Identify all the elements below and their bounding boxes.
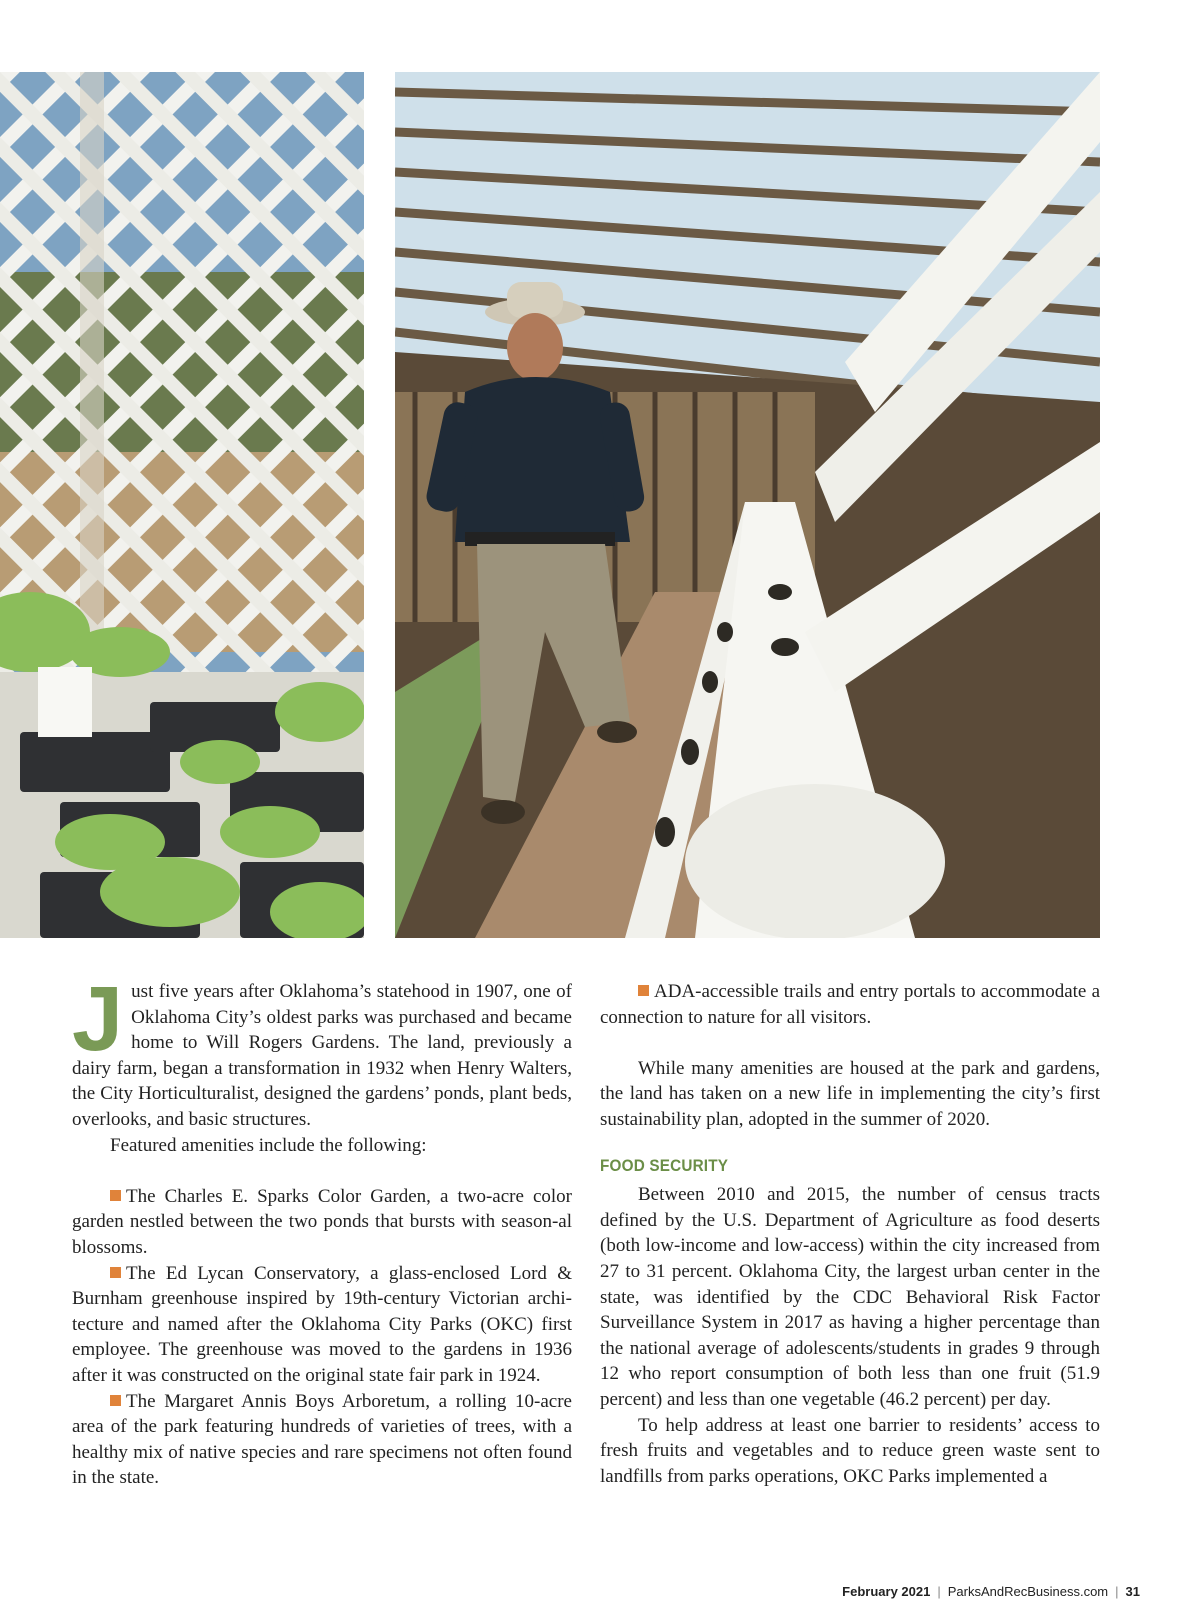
bullet-text: The Ed Lycan Conservatory, a glass-enclosed Lord & Burnham greenhouse inspired by 19th-century Victorian archi-tecture and named after the Oklahoma City Parks (OKC) first employee. The greenhouse was moved to the gardens in 1936 after it was constructed on the original state fair park in 1924. xyxy=(72,1262,572,1386)
photo-lattice-seedlings xyxy=(0,72,364,938)
food-security-paragraph: Between 2010 and 2015, the number of census tracts defined by the U.S. Department of Agriculture as food deserts (both low-income and low-access) within the city increased from 27 to 31 percent. Oklahoma City, the largest urban center in the state, was identified by the CDC Behavioral Risk Factor Surveillance System in 2017 as having a higher percentage than the national average of adolescents/students in grades 9 through 12 who report consumption of both less than one fruit (51.9 percent) and less than one vegetable (46.2 percent) per day. xyxy=(600,1184,1100,1410)
bullet-item xyxy=(72,1184,572,1261)
page-footer xyxy=(842,1584,1140,1599)
drop-cap: J xyxy=(72,968,124,1070)
bullet-item xyxy=(600,979,1100,1030)
section-heading: FOOD SECURITY xyxy=(600,1155,729,1175)
bullet-square-icon xyxy=(110,1190,121,1201)
intro-text: ust five years after Oklahoma’s statehood in 1907, one of Oklahoma City’s oldest parks was purchased and became home to Will Rogers Gardens. The land, previously a dairy farm, began a transformation in 1932 when Henry Walters, the City Horticulturalist, designed the gardens’ ponds, plant beds, overlooks, and basic structures. xyxy=(72,981,572,1130)
food-security-paragraph-2: To help address at least one barrier to residents’ access to fresh fruits and vegetables and to reduce green waste sent to landfills from parks operations, OKC Parks implemented a xyxy=(600,1414,1100,1487)
amenities-intro: Featured amenities include the following: xyxy=(110,1134,427,1156)
bullet-item xyxy=(72,1389,572,1491)
bullet-text: The Charles E. Sparks Color Garden, a two-acre color garden nestled between the two ponds that bursts with season-al blossoms. xyxy=(72,1185,572,1258)
article-column-left xyxy=(72,968,572,1491)
bullet-square-icon xyxy=(110,1267,121,1278)
bullet-square-icon xyxy=(638,985,649,996)
intro-paragraph xyxy=(72,968,572,1133)
bullet-text: ADA-accessible trails and entry portals to accommodate a connection to nature for all visitors. xyxy=(600,981,1100,1028)
footer-divider: | xyxy=(937,1584,941,1599)
footer-divider: | xyxy=(1115,1584,1119,1599)
article-column-right xyxy=(600,979,1100,1489)
issue-date: February 2021 xyxy=(842,1584,931,1599)
bullet-item xyxy=(72,1261,572,1389)
sustainability-paragraph: While many amenities are housed at the park and gardens, the land has taken on a new life in implementing the city’s first sustainability plan, adopted in the summer of 2020. xyxy=(600,1057,1100,1130)
website-link[interactable]: ParksAndRecBusiness.com xyxy=(947,1584,1109,1599)
bullet-text: The Margaret Annis Boys Arboretum, a rolling 10-acre area of the park featuring hundreds of varieties of trees, with a healthy mix of native species and rare specimens not often found in the state. xyxy=(72,1390,572,1489)
bullet-square-icon xyxy=(110,1395,121,1406)
page-number: 31 xyxy=(1125,1584,1140,1599)
photo-hydroponic-greenhouse xyxy=(395,72,1100,938)
